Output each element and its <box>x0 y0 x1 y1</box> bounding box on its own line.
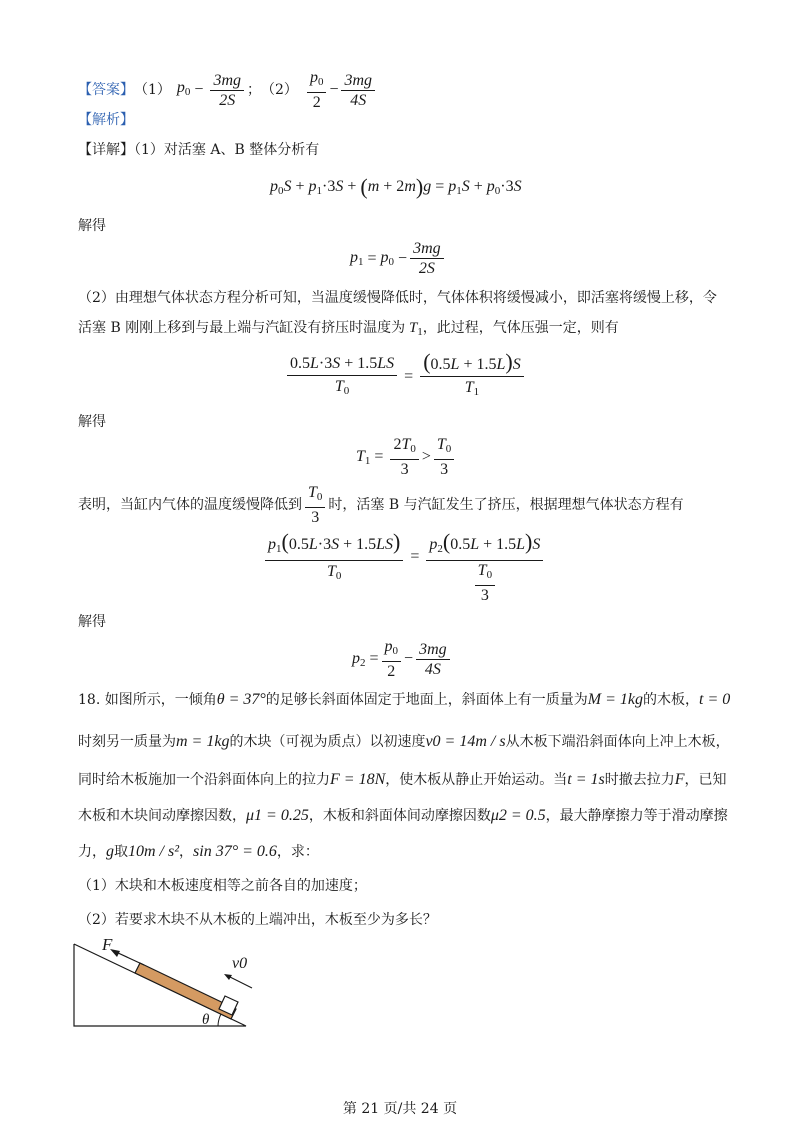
answer-tag: 【答案】 <box>78 82 134 98</box>
force-arrow <box>116 952 144 965</box>
solve-label-2: 解得 <box>78 414 106 430</box>
mu2-value: μ2 = 0.5 <box>490 807 546 824</box>
problem-text: 取 <box>114 844 128 860</box>
answer-part1-expression: $p_0$ − $\frac{3mg}{2S}$ <box>177 72 247 109</box>
mu1-value: μ1 = 0.25 <box>246 807 309 824</box>
problem-text: 的足够长斜面体固定于地面上，斜面体上有一质量为 <box>265 692 588 708</box>
theta-value: θ = 37° <box>216 691 266 708</box>
detail-step2-line2: 活塞 B 刚刚上移到与最上端与汽缸没有挤压时温度为 $T_1$，此过程，气体压强一定，则有 <box>78 320 619 338</box>
problem-text: ，最大静摩擦力等于滑动摩擦 <box>545 808 728 824</box>
force-value: F = 18N <box>330 771 386 788</box>
force-label: F <box>102 938 113 954</box>
equation-4: $T_1$ = $\frac{2T_0}{3}$ > $\frac{T_0}{3}$ <box>356 436 457 478</box>
problem-text: 木板和木块间动摩擦因数， <box>78 808 246 824</box>
problem-text: 从木板下端沿斜面体向上冲上木板， <box>505 734 730 750</box>
equation-1: $p_0S$ + $p_1$ ·3 S + ( m + 2 m ) g = $p_1S$ + $p_0$ ·3 S <box>270 174 522 199</box>
problem-line-1 <box>78 690 730 710</box>
problem-text: 同时给木板施加一个沿斜面体向上的拉力 <box>78 772 330 788</box>
v0-value: v0 = 14m / s <box>425 733 506 750</box>
problem-line-2 <box>78 732 730 752</box>
problem-text: 如图所示，一倾角 <box>104 692 217 708</box>
answer-line <box>78 70 378 110</box>
t0-value: t = 0 <box>699 691 731 708</box>
detail-tag: 【详解】 <box>78 142 134 158</box>
question-2: （2）若要求木块不从木板的上端冲出，木板至少为多长？ <box>78 912 437 928</box>
problem-text: ，使木板从静止开始运动。当 <box>385 772 568 788</box>
page-footer: 第 21 页/共 24 页 <box>342 1101 458 1117</box>
t1-value: t = 1s <box>567 771 605 788</box>
problem-text: ，求： <box>276 844 319 860</box>
problem-text: 时刻另一质量为 <box>78 734 176 750</box>
question-1: （1）木块和木板速度相等之前各自的加速度； <box>78 878 367 894</box>
mass-block-value: m = 1kg <box>176 733 230 750</box>
answer-part1-label: （1） <box>134 82 171 98</box>
sin-value: sin 37° = 0.6 <box>193 843 277 860</box>
detail-step1-intro: （1）对活塞 A、B 整体分析有 <box>134 142 320 158</box>
detail-step1-line <box>78 140 319 160</box>
velocity-label: v0 <box>232 955 248 972</box>
problem-line-5: 力，g取10m / s²，sin 37° = 0.6，求： <box>78 843 319 860</box>
velocity-arrow <box>228 976 252 988</box>
answer-part2-expression: $\frac{p_0}{2}$ − $\frac{3mg}{4S}$ <box>304 69 378 111</box>
problem-text: ，已知 <box>684 772 727 788</box>
detail-step3-line: 表明，当缸内气体的温度缓慢降低到 $\frac{T_0}{3}$ 时，活塞 B 与汽缸发生了挤压，根据理想气体状态方程有 <box>78 484 684 526</box>
detail-step2-line2-b: ，此过程，气体压强一定，则有 <box>422 320 619 336</box>
mass-board-value: M = 1kg <box>587 691 644 708</box>
detail-step3-a: 表明，当缸内气体的温度缓慢降低到 <box>78 497 302 513</box>
problem-text: 时撤去拉力 <box>604 772 675 788</box>
problem-line-3 <box>78 770 727 790</box>
problem-text: 力， <box>78 844 106 860</box>
angle-label: θ <box>202 1012 210 1028</box>
angle-arc <box>218 1014 221 1026</box>
analysis-tag: 【解析】 <box>78 112 134 128</box>
equation-3: $\frac{0.5L\cdot 3S + 1.5LS}{T_0}$ = $\frac{(0.5L + 1.5L)S}{T_1}$ <box>284 352 527 402</box>
problem-text: 的木块（可视为质点）以初速度 <box>229 734 426 750</box>
wooden-board <box>135 963 236 1019</box>
solve-label-3: 解得 <box>78 614 106 630</box>
detail-step2-line1: （2）由理想气体状态方程分析可知，当温度缓慢降低时，气体体积将缓慢减小，即活塞将缓慢上移，令 <box>78 290 717 306</box>
g-value: 10m / s² <box>128 843 180 860</box>
problem-number: 18. <box>78 692 101 708</box>
answer-part2-label: （2） <box>261 82 298 98</box>
equation-2: $p_1$ = $p_0$ − $\frac{3mg}{2S}$ <box>350 240 447 277</box>
problem-text: ，木板和斜面体间动摩擦因数 <box>308 808 491 824</box>
equation-5: $\frac{p_1(0.5L\cdot 3S + 1.5LS)}{T_0}$ = $\frac{p_2(0.5L + 1.5L)S}{\frac{T_0}{3}}$ <box>262 530 546 604</box>
problem-text: 的木板， <box>643 692 700 708</box>
solve-label-1: 解得 <box>78 218 106 234</box>
force-symbol: F <box>674 771 685 788</box>
incline-figure <box>60 938 260 1032</box>
problem-line-4 <box>78 806 728 826</box>
problem-text: ， <box>179 844 194 860</box>
detail-step3-b: 时，活塞 B 与汽缸发生了挤压，根据理想气体状态方程有 <box>328 497 684 513</box>
answer-separator: ； <box>247 82 262 98</box>
equation-6: $p_2$ = $\frac{p_0}{2}$ − $\frac{3mg}{4S}$ <box>352 638 453 680</box>
detail-step2-line2-a: 活塞 B 刚刚上移到与最上端与汽缸没有挤压时温度为 <box>78 320 406 336</box>
